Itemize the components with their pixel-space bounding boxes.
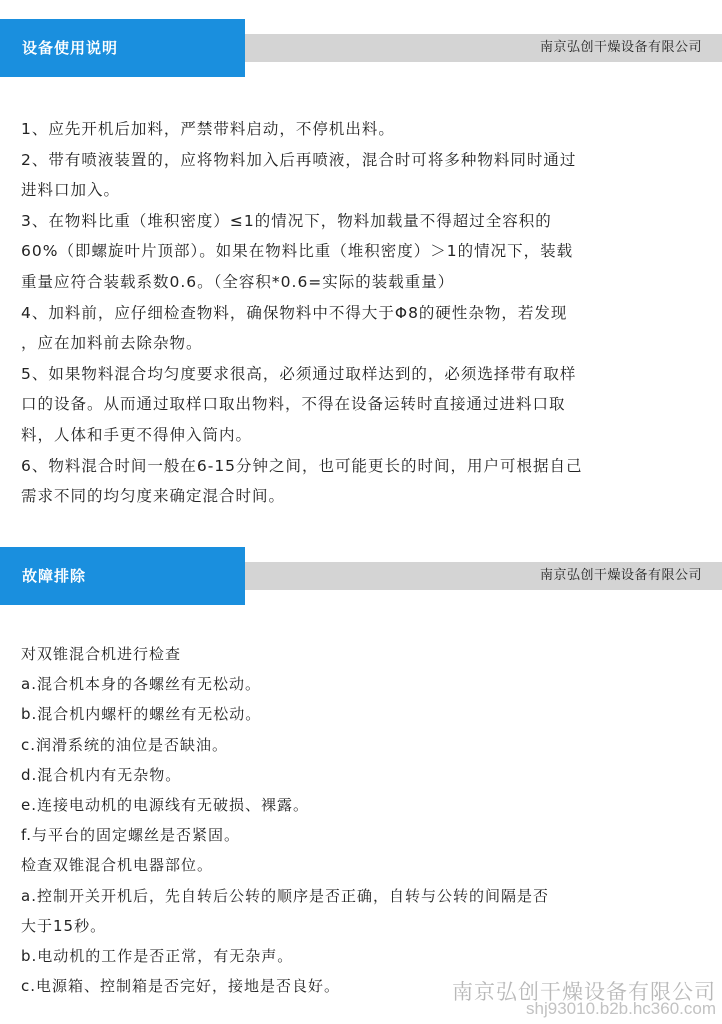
header-company-name: 南京弘创干燥设备有限公司 (539, 568, 702, 583)
check-line: c.电源箱、控制箱是否完好，接地是否良好。 (21, 977, 341, 996)
usage-line: 1、应先开机后加料，严禁带料启动，不停机出料。 (21, 120, 395, 138)
check-line: b.电动机的工作是否正常，有无杂声。 (21, 947, 294, 966)
section-header-usage (0, 19, 722, 77)
check-line: 大于15秒。 (21, 916, 107, 935)
check-line: a.控制开关开机后，先自转后公转的顺序是否正确，自转与公转的间隔是否 (21, 886, 549, 905)
watermark-company: 南京弘创干燥设备有限公司 (452, 981, 716, 1004)
usage-line: 6、物料混合时间一般在6-15分钟之间，也可能更长的时间，用户可根据自己 (21, 456, 583, 475)
usage-line: 3、在物料比重（堆积密度）≤1的情况下，物料加载量不得超过全容积的 (21, 211, 552, 230)
section-title: 设备使用说明 (22, 39, 119, 57)
check-line: e.连接电动机的电源线有无破损、裸露。 (21, 796, 309, 815)
troubleshooting-checklist (21, 639, 701, 1001)
check-line: 对双锥混合机进行检查 (21, 645, 182, 663)
usage-line: 60%（即螺旋叶片顶部）。如果在物料比重（堆积密度）＞1的情况下，装载 (21, 242, 574, 261)
check-line: c.润滑系统的油位是否缺油。 (21, 735, 229, 754)
header-company-name: 南京弘创干燥设备有限公司 (539, 40, 702, 55)
usage-line: ，应在加料前去除杂物。 (21, 334, 203, 353)
usage-line: 需求不同的均匀度来确定混合时间。 (21, 487, 286, 506)
usage-line: 口的设备。从而通过取样口取出物料，不得在设备运转时直接通过进料口取 (21, 395, 566, 414)
watermark-url: shj93010.b2b.hc360.com (526, 999, 716, 1018)
usage-line: 4、加料前，应仔细检查物料，确保物料中不得大于Φ8的硬性杂物，若发现 (21, 303, 568, 322)
section-header-troubleshooting (0, 547, 722, 605)
section-title: 故障排除 (22, 567, 87, 585)
usage-instructions (21, 114, 701, 512)
usage-line: 2、带有喷液装置的，应将物料加入后再喷液，混合时可将多种物料同时通过 (21, 150, 577, 169)
check-line: b.混合机内螺杆的螺丝有无松动。 (21, 705, 262, 724)
usage-line: 重量应符合装载系数0.6。（全容积*0.6=实际的装载重量） (21, 272, 455, 291)
check-line: 检查双锥混合机电器部位。 (21, 856, 214, 875)
usage-line: 料，人体和手更不得伸入筒内。 (21, 425, 253, 444)
check-line: a.混合机本身的各螺丝有无松动。 (21, 675, 261, 694)
usage-line: 5、如果物料混合均匀度要求很高，必须通过取样达到的，必须选择带有取样 (21, 364, 577, 383)
usage-line: 进料口加入。 (21, 181, 121, 200)
check-line: f.与平台的固定螺丝是否紧固。 (21, 826, 240, 845)
check-line: d.混合机内有无杂物。 (21, 765, 182, 784)
